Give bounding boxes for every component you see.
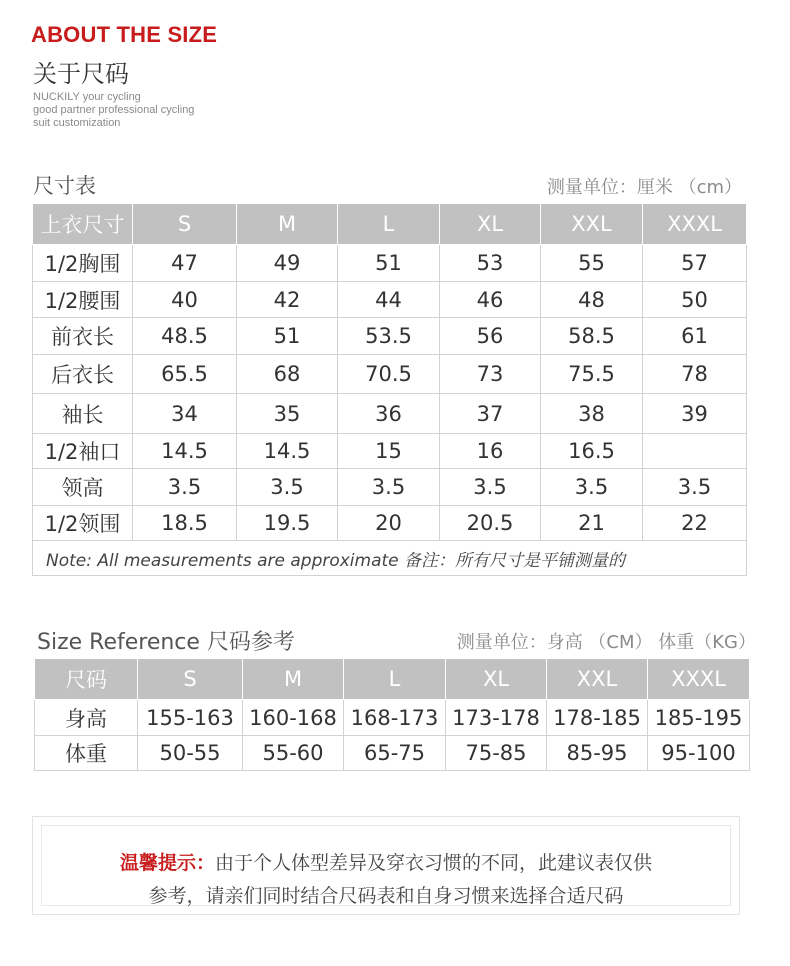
table-cell: 78 bbox=[643, 355, 747, 394]
page-title-en: ABOUT THE SIZE bbox=[31, 22, 218, 47]
table-cell: 75.5 bbox=[541, 355, 643, 394]
size-chart-table bbox=[32, 203, 747, 576]
table-cell: 22 bbox=[643, 506, 747, 541]
table-cell: 15 bbox=[338, 434, 440, 469]
table-cell: 39 bbox=[643, 394, 747, 434]
size-header-cell: S bbox=[133, 204, 237, 245]
size-reference-unit: 测量单位：身高 （CM） 体重（KG） bbox=[456, 632, 756, 653]
table-cell: 38 bbox=[541, 394, 643, 434]
row-label: 1/2胸围 bbox=[33, 245, 133, 282]
brand-line-3: suit customization bbox=[33, 117, 121, 129]
tip-label: 温馨提示： bbox=[119, 852, 215, 874]
table-cell: 19.5 bbox=[237, 506, 338, 541]
size-reference-title: Size Reference 尺码参考 bbox=[37, 630, 295, 655]
table-row bbox=[33, 394, 747, 434]
size-header-cell: S bbox=[138, 659, 243, 700]
size-reference-header-row bbox=[35, 659, 750, 700]
size-header-cell: M bbox=[243, 659, 344, 700]
table-cell: 178-185 bbox=[547, 700, 648, 736]
table-cell: 14.5 bbox=[237, 434, 338, 469]
table-cell: 73 bbox=[440, 355, 541, 394]
table-cell: 68 bbox=[237, 355, 338, 394]
size-header-cell: XL bbox=[446, 659, 547, 700]
table-cell: 51 bbox=[338, 245, 440, 282]
table-row bbox=[35, 736, 750, 771]
size-header-cell: XXL bbox=[547, 659, 648, 700]
table-row bbox=[33, 282, 747, 318]
table-cell: 155-163 bbox=[138, 700, 243, 736]
note-row bbox=[33, 541, 747, 576]
size-chart-header-row bbox=[33, 204, 747, 245]
table-cell: 42 bbox=[237, 282, 338, 318]
table-cell: 36 bbox=[338, 394, 440, 434]
table-cell: 48 bbox=[541, 282, 643, 318]
table-cell: 70.5 bbox=[338, 355, 440, 394]
table-cell: 46 bbox=[440, 282, 541, 318]
table-row bbox=[35, 700, 750, 736]
row-label: 1/2腰围 bbox=[33, 282, 133, 318]
table-cell: 51 bbox=[237, 318, 338, 355]
table-cell: 185-195 bbox=[648, 700, 750, 736]
table-row bbox=[33, 506, 747, 541]
table-cell: 16.5 bbox=[541, 434, 643, 469]
table-cell: 53.5 bbox=[338, 318, 440, 355]
tip-box-inner bbox=[41, 825, 731, 906]
table-cell: 14.5 bbox=[133, 434, 237, 469]
table-cell: 49 bbox=[237, 245, 338, 282]
row-label: 身高 bbox=[35, 700, 138, 736]
tip-box bbox=[32, 816, 740, 915]
table-cell: 65-75 bbox=[344, 736, 446, 771]
table-cell: 34 bbox=[133, 394, 237, 434]
row-label: 袖长 bbox=[33, 394, 133, 434]
table-cell: 35 bbox=[237, 394, 338, 434]
tip-text-1: 由于个人体型差异及穿衣习惯的不同，此建议表仅供 bbox=[215, 852, 653, 874]
table-cell: 37 bbox=[440, 394, 541, 434]
table-cell: 40 bbox=[133, 282, 237, 318]
table-cell: 50-55 bbox=[138, 736, 243, 771]
size-header-cell: L bbox=[338, 204, 440, 245]
table-row bbox=[33, 245, 747, 282]
size-header-cell: XXXL bbox=[648, 659, 750, 700]
table-cell: 173-178 bbox=[446, 700, 547, 736]
table-cell: 44 bbox=[338, 282, 440, 318]
table-cell: 50 bbox=[643, 282, 747, 318]
table-cell: 95-100 bbox=[648, 736, 750, 771]
row-label: 体重 bbox=[35, 736, 138, 771]
row-label: 领高 bbox=[33, 469, 133, 506]
measurement-note: Note: All measurements are approximate 备注：所有尺寸是平铺测量的 bbox=[33, 541, 747, 576]
table-cell: 61 bbox=[643, 318, 747, 355]
table-cell: 3.5 bbox=[338, 469, 440, 506]
page-title-cn: 关于尺码 bbox=[33, 60, 129, 88]
size-header-cell: L bbox=[344, 659, 446, 700]
table-cell: 20 bbox=[338, 506, 440, 541]
table-cell: 55 bbox=[541, 245, 643, 282]
table-cell: 3.5 bbox=[541, 469, 643, 506]
table-cell: 18.5 bbox=[133, 506, 237, 541]
size-header-cell: M bbox=[237, 204, 338, 245]
header-cell: 上衣尺寸 bbox=[33, 204, 133, 245]
size-header-cell: XXXL bbox=[643, 204, 747, 245]
row-label: 前衣长 bbox=[33, 318, 133, 355]
size-chart-title: 尺寸表 bbox=[33, 174, 96, 198]
table-cell: 65.5 bbox=[133, 355, 237, 394]
row-label: 后衣长 bbox=[33, 355, 133, 394]
table-cell: 3.5 bbox=[643, 469, 747, 506]
table-cell: 75-85 bbox=[446, 736, 547, 771]
table-cell: 57 bbox=[643, 245, 747, 282]
brand-line-2: good partner professional cycling bbox=[33, 104, 195, 116]
table-cell: 56 bbox=[440, 318, 541, 355]
size-header-cell: XXL bbox=[541, 204, 643, 245]
table-cell: 55-60 bbox=[243, 736, 344, 771]
size-header-cell: XL bbox=[440, 204, 541, 245]
table-cell: 48.5 bbox=[133, 318, 237, 355]
brand-line-1: NUCKILY your cycling bbox=[33, 91, 141, 103]
tip-line-1 bbox=[42, 848, 730, 875]
table-cell: 3.5 bbox=[440, 469, 541, 506]
row-label: 1/2领围 bbox=[33, 506, 133, 541]
table-cell: 168-173 bbox=[344, 700, 446, 736]
table-cell: 85-95 bbox=[547, 736, 648, 771]
table-cell: 3.5 bbox=[133, 469, 237, 506]
table-row bbox=[33, 318, 747, 355]
header-cell: 尺码 bbox=[35, 659, 138, 700]
table-cell: 58.5 bbox=[541, 318, 643, 355]
table-cell: 20.5 bbox=[440, 506, 541, 541]
table-cell: 3.5 bbox=[237, 469, 338, 506]
table-cell: 16 bbox=[440, 434, 541, 469]
table-row bbox=[33, 469, 747, 506]
table-cell: 53 bbox=[440, 245, 541, 282]
tip-line-2: 参考，请亲们同时结合尺码表和自身习惯来选择合适尺码 bbox=[148, 885, 624, 907]
size-chart-unit: 测量单位：厘米 （cm） bbox=[546, 177, 742, 198]
table-row bbox=[33, 355, 747, 394]
table-row bbox=[33, 434, 747, 469]
table-cell: 21 bbox=[541, 506, 643, 541]
table-cell: 160-168 bbox=[243, 700, 344, 736]
table-cell: 47 bbox=[133, 245, 237, 282]
size-reference-table bbox=[34, 658, 750, 771]
row-label: 1/2袖口 bbox=[33, 434, 133, 469]
table-cell bbox=[643, 434, 747, 469]
